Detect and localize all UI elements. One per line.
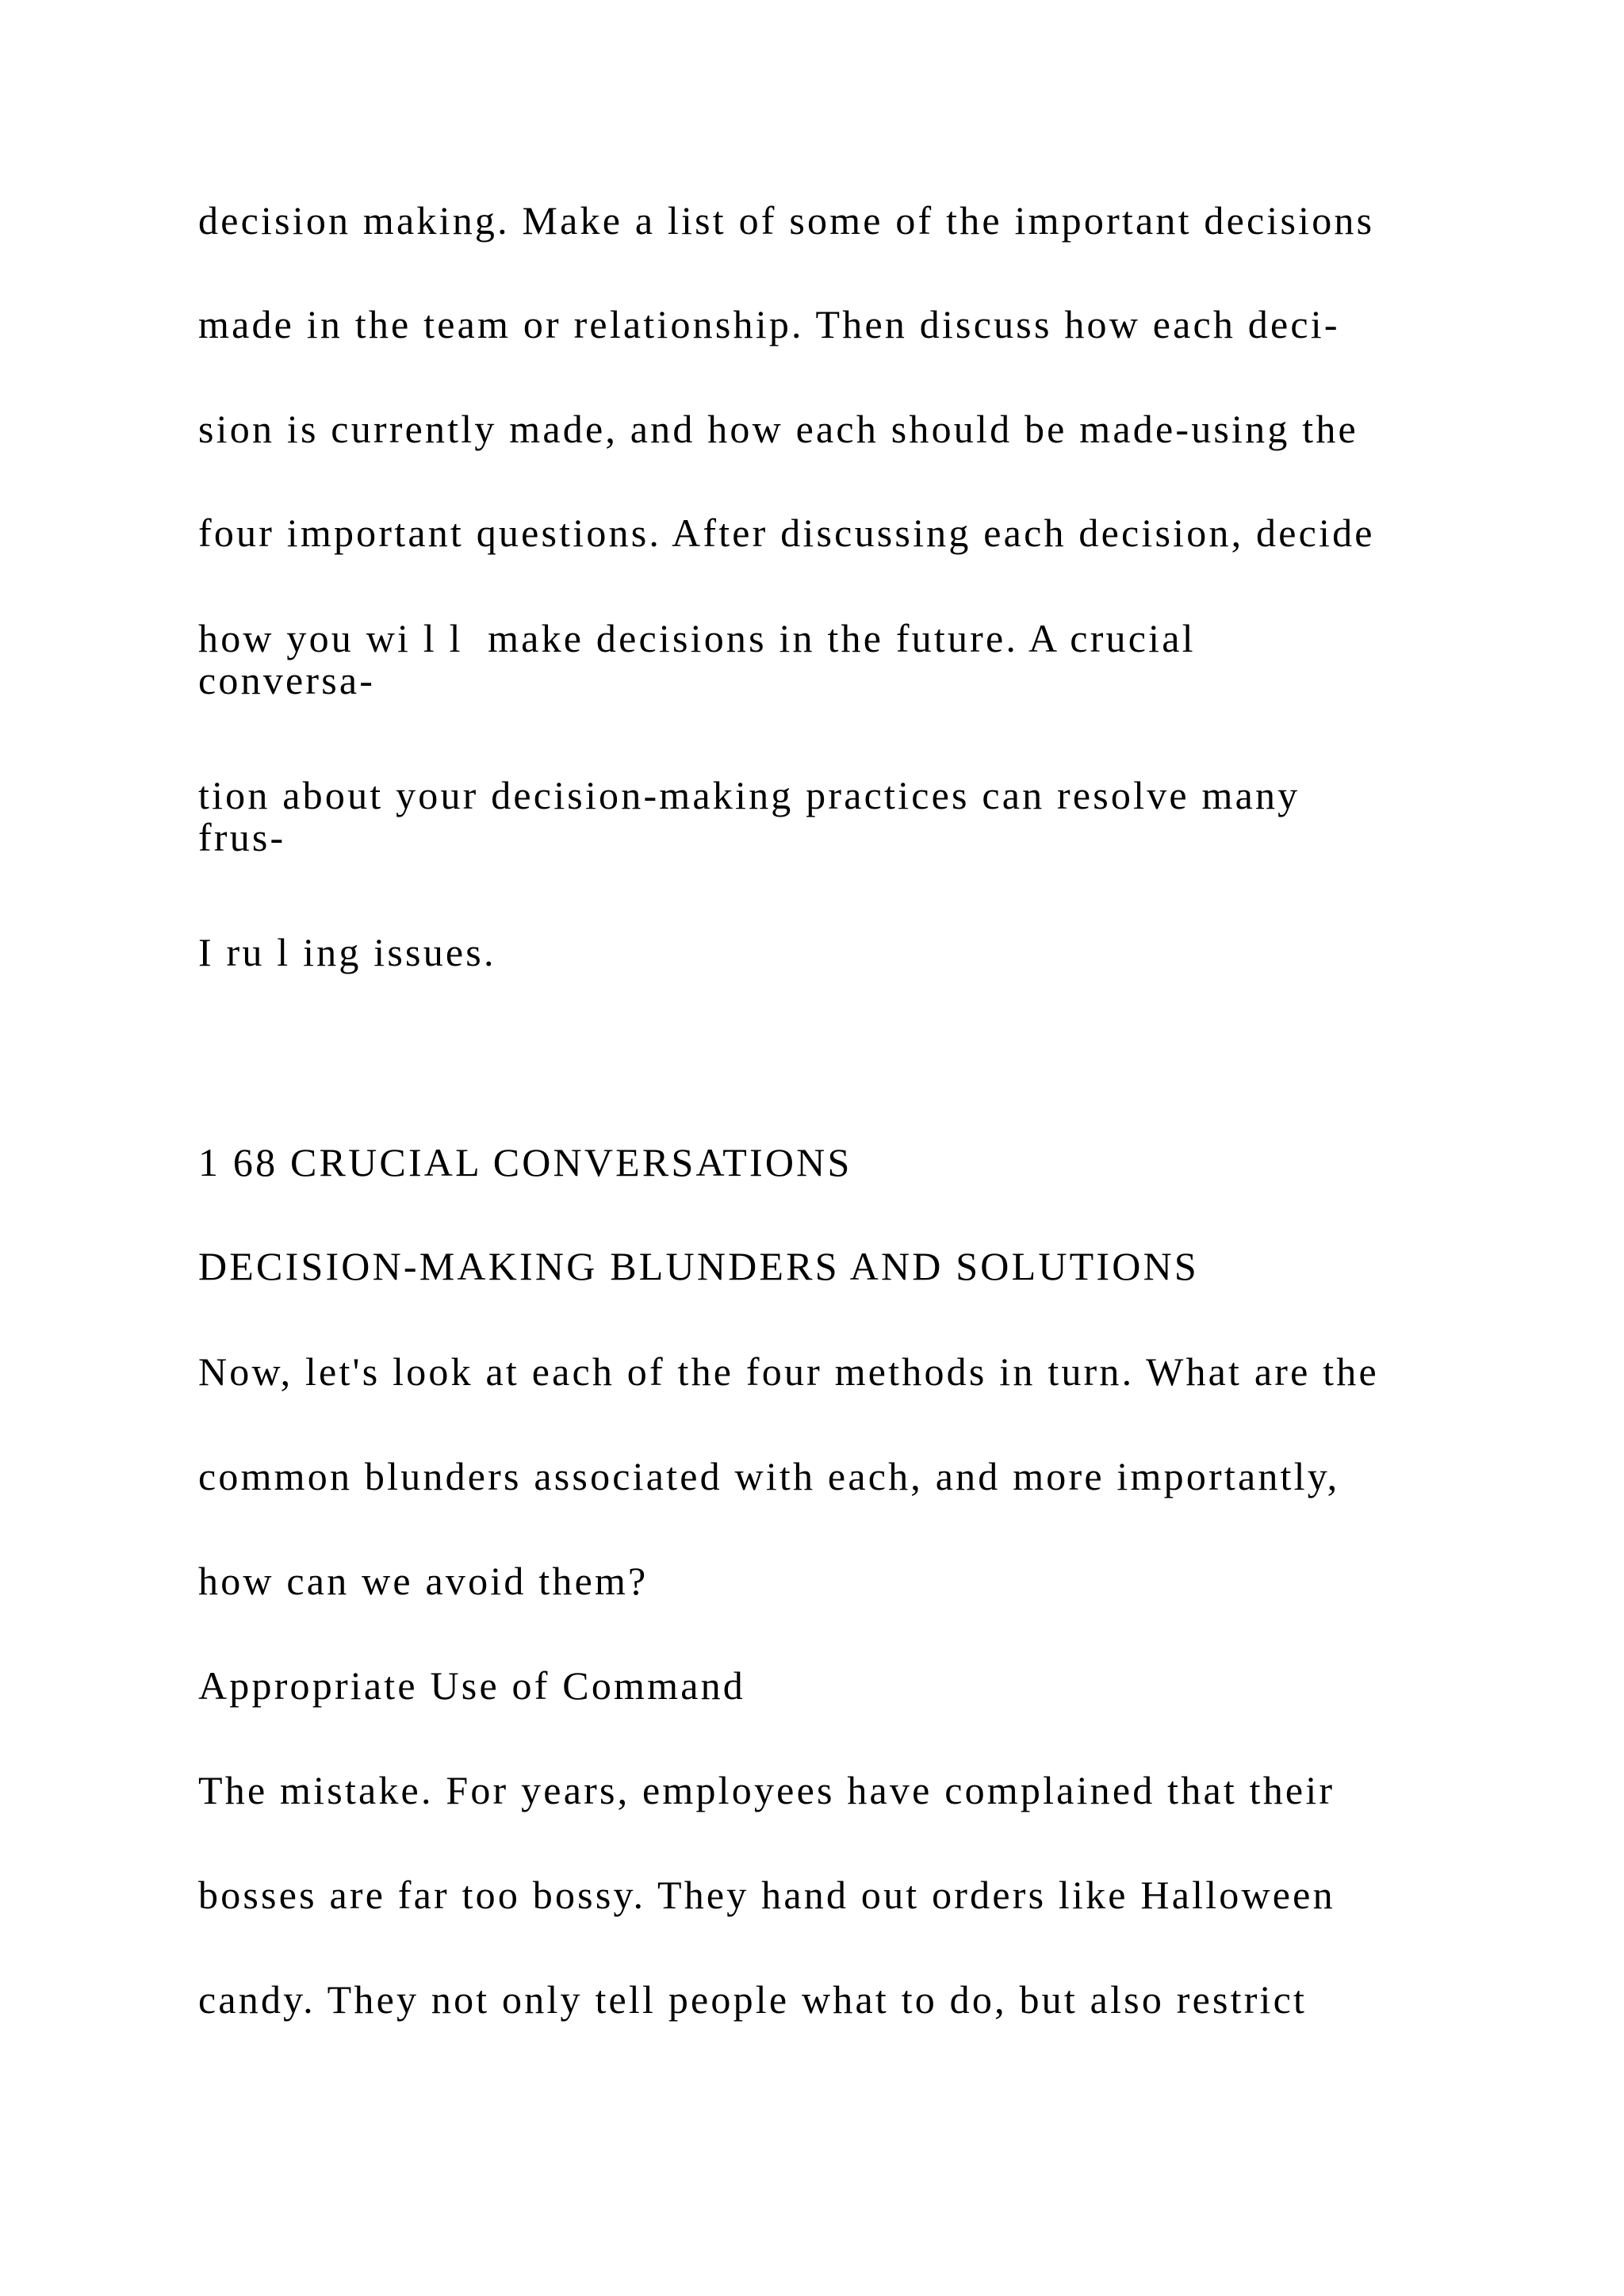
text-line: how can we avoid them?	[198, 1559, 649, 1603]
text-line: bosses are far too bossy. They hand out orders like Halloween	[198, 1873, 1335, 1917]
text-line: tion about your decision-making practices can resolve many	[198, 773, 1300, 817]
text-line: I ru l ing issues.	[198, 930, 496, 974]
text-line: frus-	[198, 815, 286, 859]
page-header: 1 68 CRUCIAL CONVERSATIONS	[198, 1140, 852, 1184]
text-line: Now, let's look at each of the four methods in turn. What are the	[198, 1349, 1379, 1394]
text-line: how you wi l l make decisions in the future. A crucial	[198, 616, 1196, 660]
subheading: Appropriate Use of Command	[198, 1663, 746, 1708]
text-line: decision making. Make a list of some of the important decisions	[198, 198, 1375, 243]
text-line: four important questions. After discussing each decision, decide	[198, 511, 1375, 555]
text-line: sion is currently made, and how each should be made-using the	[198, 407, 1358, 451]
text-line: made in the team or relationship. Then discuss how each deci-	[198, 302, 1340, 346]
text-line: conversa-	[198, 658, 376, 702]
section-heading: DECISION-MAKING BLUNDERS AND SOLUTIONS	[198, 1244, 1199, 1288]
text-line: common blunders associated with each, and more importantly,	[198, 1454, 1340, 1498]
text-line: candy. They not only tell people what to do, but also restrict	[198, 1977, 1308, 2022]
text-line: The mistake. For years, employees have complained that their	[198, 1768, 1335, 1812]
